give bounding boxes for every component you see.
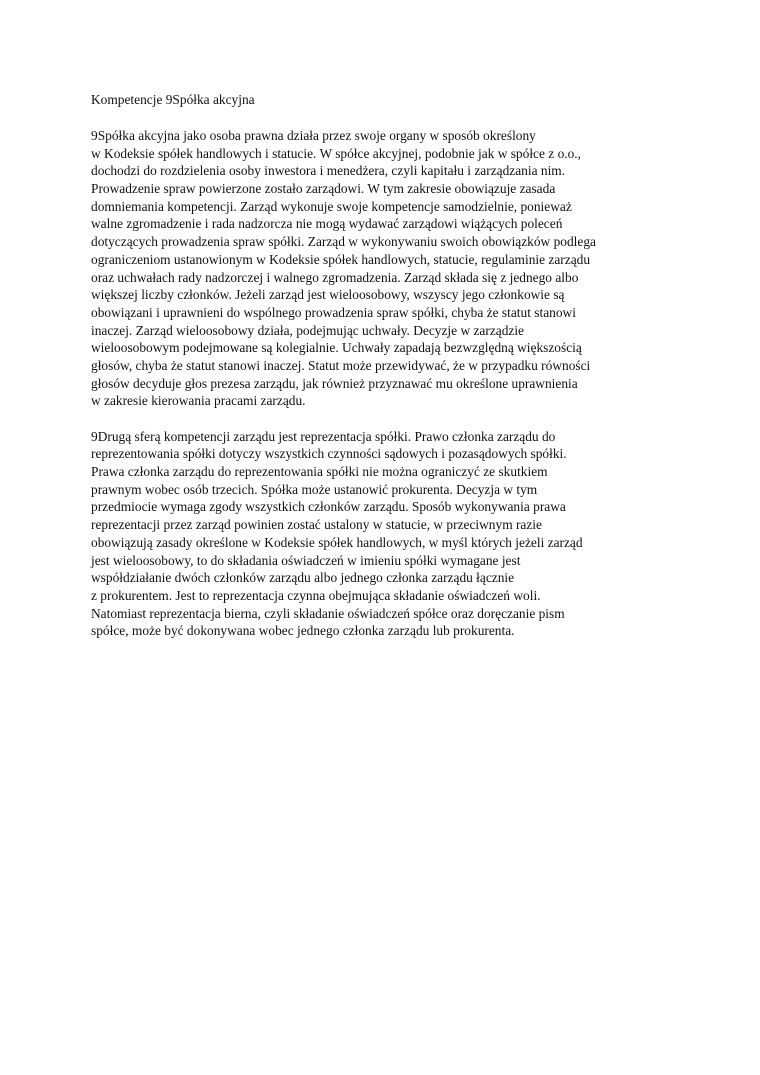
text-line: domniemania kompetencji. Zarząd wykonuje swoje kompetencje samodzielnie, ponieważ <box>91 198 572 214</box>
text-line: 9Spółka akcyjna jako osoba prawna działa przez swoje organy w sposób określony <box>91 128 536 143</box>
text-line: wieloosobowym podejmowane są kolegialnie. Uchwały zapadają bezwzględną większością <box>91 340 582 356</box>
document-body <box>91 91 681 640</box>
text-line: współdziałanie dwóch członków zarządu albo jednego członka zarządu łącznie <box>91 570 515 586</box>
text-line: większej liczby członków. Jeżeli zarząd jest wieloosobowy, wszyscy jego członkowie są <box>91 287 565 303</box>
text-line: jest wieloosobowy, to do składania oświadczeń w imieniu spółki wymagane jest <box>91 552 521 568</box>
text-line: dotyczących prowadzenia spraw spółki. Zarząd w wykonywaniu swoich obowiązków podlega <box>91 234 596 250</box>
text-line: prawnym wobec osób trzecich. Spółka może ustanowić prokurenta. Decyzja w tym <box>91 481 538 497</box>
title-spacer <box>91 109 681 127</box>
paragraph-2 <box>91 428 681 640</box>
paragraph-1 <box>91 127 681 410</box>
text-line: obowiązani i uprawnieni do wspólnego prowadzenia spraw spółki, chyba że statut stanowi <box>91 304 576 320</box>
text-line: reprezentowania spółki dotyczy wszystkich czynności sądowych i pozasądowych spółki. <box>91 446 567 462</box>
text-line: głosów decyduje głos prezesa zarządu, jak również przyznawać mu określone uprawnienia <box>91 375 578 391</box>
text-line: 9Drugą sferą kompetencji zarządu jest reprezentacja spółki. Prawo członka zarządu do <box>91 428 556 444</box>
document-title: Kompetencje 9Spółka akcyjna <box>91 92 255 107</box>
text-line: walne zgromadzenie i rada nadzorcza nie mogą wydawać zarządowi wiążących poleceń <box>91 216 563 232</box>
text-line: inaczej. Zarząd wieloosobowy działa, podejmując uchwały. Decyzje w zarządzie <box>91 322 524 338</box>
text-line: obowiązują zasady określone w Kodeksie spółek handlowych, w myśl których jeżeli zarząd <box>91 534 583 550</box>
text-line: spółce, może być dokonywana wobec jednego członka zarządu lub prokurenta. <box>91 623 515 639</box>
text-line: ograniczeniom ustanowionym w Kodeksie spółek handlowych, statucie, regulaminie zarządu <box>91 251 591 267</box>
text-line: oraz uchwałach rady nadzorczej i walnego zgromadzenia. Zarząd składa się z jednego albo <box>91 269 579 285</box>
text-line: w zakresie kierowania pracami zarządu. <box>91 393 306 409</box>
text-line: reprezentacji przez zarząd powinien zostać ustalony w statucie, w przeciwnym razie <box>91 517 542 533</box>
text-line: Prowadzenie spraw powierzone zostało zarządowi. W tym zakresie obowiązuje zasada <box>91 181 556 197</box>
text-line: głosów, chyba że statut stanowi inaczej. Statut może przewidywać, że w przypadku równości <box>91 357 591 373</box>
text-line: Prawa członka zarządu do reprezentowania spółki nie można ograniczyć ze skutkiem <box>91 464 548 480</box>
text-line: przedmiocie wymaga zgody wszystkich członków zarządu. Sposób wykonywania prawa <box>91 499 566 515</box>
text-line: w Kodeksie spółek handlowych i statucie. W spółce akcyjnej, podobnie jak w spółce z o.o., <box>91 145 582 161</box>
text-line: dochodzi do rozdzielenia osoby inwestora i menedżera, czyli kapitału i zarządzania nim. <box>91 163 566 179</box>
paragraph-spacer <box>91 410 681 428</box>
text-line: z prokurentem. Jest to reprezentacja czynna obejmująca składanie oświadczeń woli. <box>91 587 541 603</box>
text-line: Natomiast reprezentacja bierna, czyli składanie oświadczeń spółce oraz doręczanie pism <box>91 605 565 621</box>
